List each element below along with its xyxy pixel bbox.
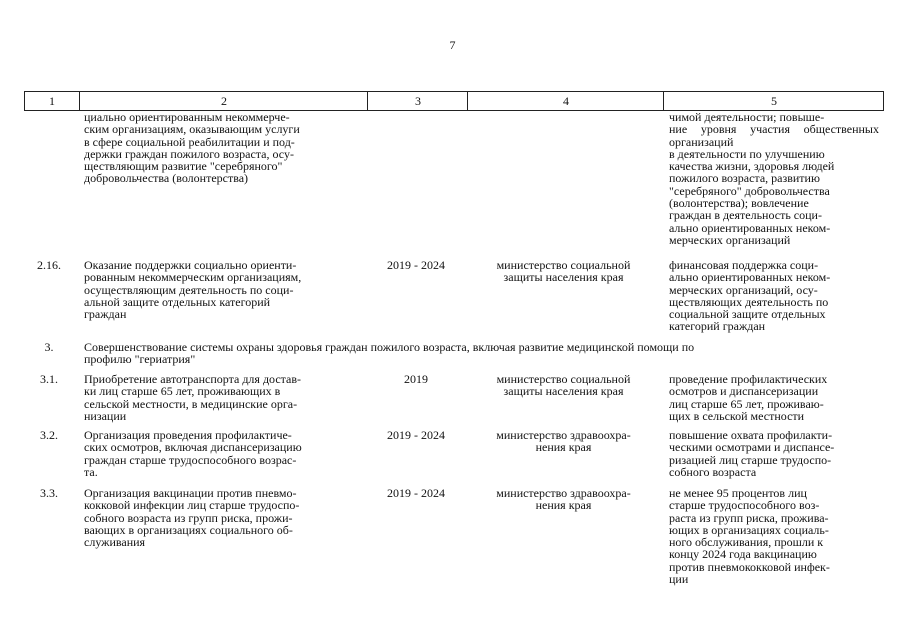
expected-result: финансовая поддержка соци- ально ориентированных неком- мерческих организаций, осу- ществляющих деятельность по социальной защите отдельных категорий граждан (669, 258, 831, 334)
expected-result: повышение охвата профилакти- ческими осмотрами и диспансе- ризацией лиц старше трудоспо- собного возраста (669, 428, 835, 479)
period: 2019 (404, 372, 428, 386)
row-number: 3.3. (40, 486, 58, 500)
measure-text: Организация вакцинации против пневмо- кокковой инфекции лиц старше трудоспо- собного возраста из групп риска, прожи- вающих в организациях социального об- служивания (84, 486, 300, 550)
executor: министерство социальной защиты населения края (496, 372, 631, 399)
expected-result: проведение профилактических осмотров и диспансеризации лиц старше 65 лет, проживаю- щих в сельской местности (669, 372, 828, 423)
table-row (24, 111, 884, 259)
measure-text: Приобретение автотранспорта для достав- ки лиц старше 65 лет, проживающих в сельской местности, в медицинские орга- низации (84, 372, 302, 423)
table-row (24, 487, 884, 591)
measure-text: Организация проведения профилактиче- ских осмотров, включая диспансеризацию граждан старше трудоспособного возрас- та. (84, 428, 302, 479)
period: 2019 - 2024 (387, 428, 445, 442)
header-col-5: 5 (663, 92, 884, 110)
measures-table (24, 91, 884, 591)
table-row (24, 373, 884, 429)
expected-result: чимой деятельности; повыше- ние уровня участия общественных организаций в деятельности по улучшению качества жизни, здоровья людей пожилого возраста, развитию "серебряного" добровольчества (волонтерства); вовлечение граждан в деятельность соци- ально ориентированных неком- мерческих организаций (669, 110, 879, 247)
row-number: 3.1. (40, 372, 58, 386)
page-number: 7 (449, 38, 456, 52)
section-row (24, 341, 884, 373)
header-col-3: 3 (367, 92, 468, 110)
table-header (24, 91, 884, 111)
row-number: 3.2. (40, 428, 58, 442)
table-row (24, 429, 884, 487)
section-number: 3. (44, 340, 54, 354)
header-col-2: 2 (79, 92, 368, 110)
executor: министерство здравоохра- нения края (496, 428, 631, 455)
header-col-4: 4 (467, 92, 664, 110)
header-col-1: 1 (49, 94, 55, 108)
period: 2019 - 2024 (387, 258, 445, 272)
row-number: 2.16. (37, 258, 61, 272)
measure-text: циально ориентированным некоммерче- ским организациям, оказывающим услуги в сфере социальной реабилитации и под- держки граждан пожилого возраста, осу- ществляющим развитие "серебряного" добровольчества (волонтерства) (84, 110, 300, 186)
executor: министерство социальной защиты населения края (496, 258, 631, 285)
section-title: Совершенствование системы охраны здоровья граждан пожилого возраста, включая развитие медицинской помощи по профилю "гериатрия" (84, 340, 695, 367)
measure-text: Оказание поддержки социально ориенти- рованным некоммерческим организациям, осуществляющим деятельность по соци- альной защите отдельных категорий граждан (84, 258, 302, 322)
period: 2019 - 2024 (387, 486, 445, 500)
executor: министерство здравоохра- нения края (496, 486, 631, 513)
table-row (24, 259, 884, 341)
expected-result: не менее 95 процентов лиц старше трудоспособного воз- раста из групп риска, прожива- ющих в организациях социаль- ного обслуживания, прошли к концу 2024 года вакцинацию против пневмококковой инфек- ции (669, 486, 830, 587)
